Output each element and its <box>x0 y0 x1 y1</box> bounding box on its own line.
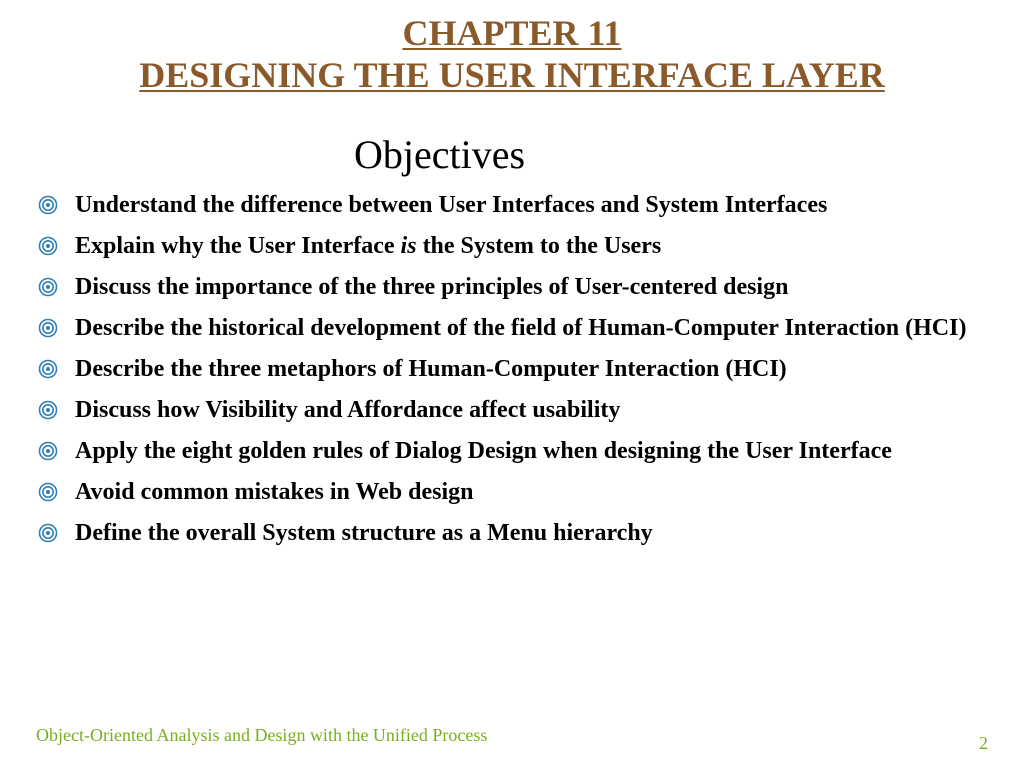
objective-text-emphasis: is <box>400 233 417 259</box>
target-ring-icon <box>38 195 58 215</box>
title-topic: DESIGNING THE USER INTERFACE LAYER <box>139 55 885 95</box>
target-ring-icon <box>38 482 58 502</box>
target-ring <box>46 326 50 330</box>
target-ring <box>46 244 50 248</box>
objective-text: Discuss the importance of the three principles of User-centered design <box>75 274 789 300</box>
target-ring-icon-svg <box>38 318 58 338</box>
objective-text-before: Explain why the User Interface <box>75 233 401 259</box>
target-ring-icon <box>38 359 58 379</box>
objective-item <box>38 516 998 550</box>
target-ring <box>46 408 50 412</box>
target-ring-icon <box>38 441 58 461</box>
page-number: 2 <box>979 733 988 753</box>
slide-title <box>0 12 1024 96</box>
objective-text: Avoid common mistakes in Web design <box>75 479 474 505</box>
target-ring <box>46 285 50 289</box>
objective-item <box>38 270 998 304</box>
objective-item <box>38 188 998 222</box>
target-ring-icon <box>38 318 58 338</box>
target-ring-icon-svg <box>38 236 58 256</box>
target-ring-icon-svg <box>38 441 58 461</box>
target-ring-icon <box>38 277 58 297</box>
target-ring-icon-svg <box>38 195 58 215</box>
objectives-heading: Objectives <box>354 132 526 177</box>
target-ring-icon <box>38 236 58 256</box>
footer-book-title: Object-Oriented Analysis and Design with the Unified Process <box>36 725 488 745</box>
objective-text-after: the System to the Users <box>416 233 662 259</box>
objective-text: Describe the three metaphors of Human-Computer Interaction (HCI) <box>75 356 787 382</box>
objective-text: Define the overall System structure as a Menu hierarchy <box>75 520 653 546</box>
objective-item <box>38 393 998 427</box>
objective-text: Understand the difference between User Interfaces and System Interfaces <box>75 192 828 218</box>
target-ring <box>46 203 50 207</box>
objective-text <box>75 229 998 263</box>
title-chapter: CHAPTER 11 <box>402 13 622 53</box>
target-ring-icon-svg <box>38 523 58 543</box>
target-ring <box>46 531 50 535</box>
target-ring <box>46 490 50 494</box>
target-ring-icon-svg <box>38 277 58 297</box>
objective-text: Apply the eight golden rules of Dialog Design when designing the User Interface <box>75 438 892 464</box>
target-ring <box>46 449 50 453</box>
target-ring-icon <box>38 523 58 543</box>
target-ring-icon <box>38 400 58 420</box>
objective-item <box>38 352 998 386</box>
objective-text: Discuss how Visibility and Affordance affect usability <box>75 397 621 423</box>
target-ring-icon-svg <box>38 482 58 502</box>
objectives-list <box>38 188 998 557</box>
objective-item <box>38 475 998 509</box>
objective-item <box>38 434 998 468</box>
target-ring <box>46 367 50 371</box>
objective-text: Describe the historical development of the field of Human-Computer Interaction (HCI) <box>75 315 967 341</box>
target-ring-icon-svg <box>38 400 58 420</box>
objective-item <box>38 229 998 263</box>
target-ring-icon-svg <box>38 359 58 379</box>
objective-item <box>38 311 998 345</box>
